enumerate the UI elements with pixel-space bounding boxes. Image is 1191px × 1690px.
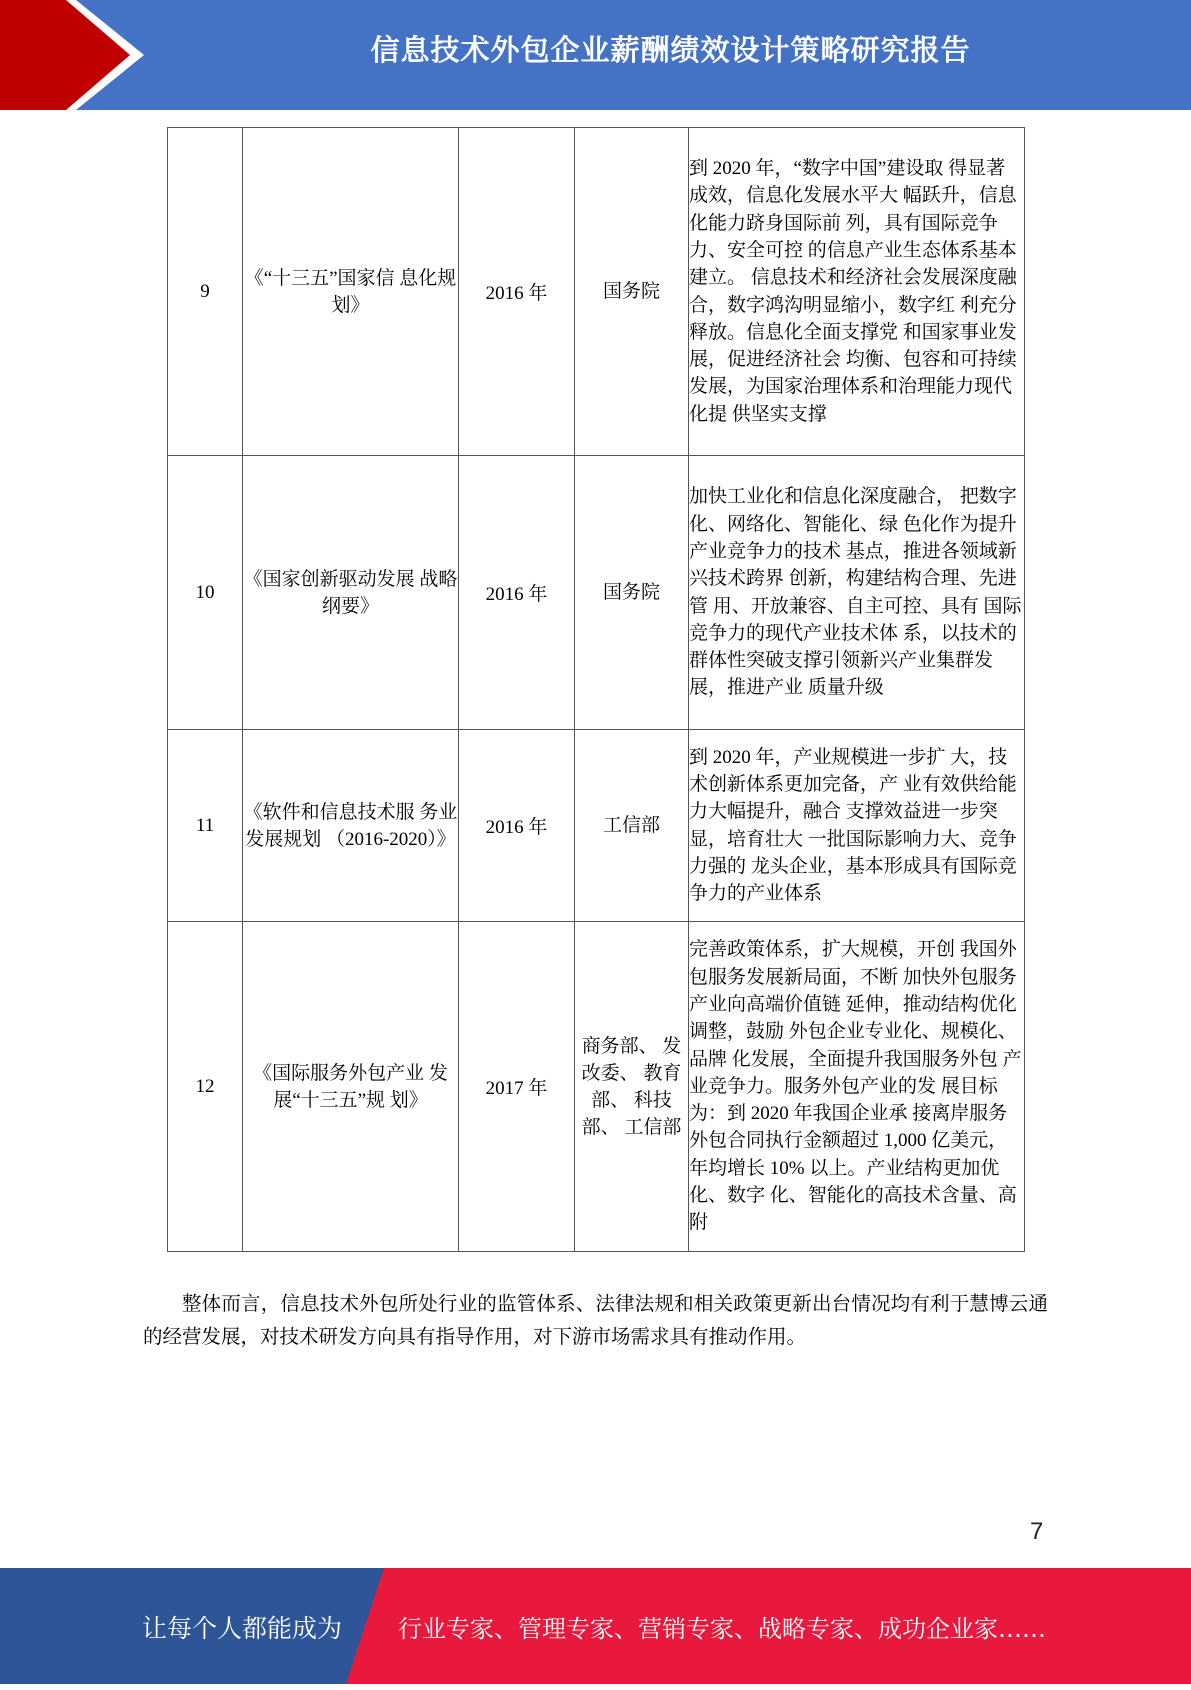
table-row [168, 456, 1025, 730]
report-title: 信息技术外包企业薪酬绩效设计策略研究报告 [370, 33, 971, 67]
policy-table [167, 127, 1025, 1252]
page-header [0, 0, 1191, 110]
policy-year: 2017 年 [459, 922, 575, 1252]
row-number: 11 [168, 730, 243, 922]
footer-slogan-left: 让每个人都能成为 [142, 1614, 343, 1643]
policy-name: 《国际服务外包产业 发展“十三五”规 划》 [243, 922, 459, 1252]
policy-name: 《国家创新驱动发展 战略纲要》 [243, 456, 459, 730]
table-row [168, 730, 1025, 922]
policy-year: 2016 年 [459, 128, 575, 456]
issuing-department: 商务部、 发改委、 教育部、 科技部、 工信部 [575, 922, 689, 1252]
table-row [168, 922, 1025, 1252]
policy-content: 加快工业化和信息化深度融合， 把数字化、网络化、智能化、绿 色化作为提升产业竞争力的技术 基点，推进各领域新兴技术跨界 创新，构建结构合理、先进管 用、开放兼容、自主可控、具有 国际竞争力的现代产业技术体 系，以技术的群体性突破支撑引领新兴产业集群发展，推进产业 质量升级 [689, 456, 1025, 730]
page-number: 7 [1030, 1518, 1044, 1545]
row-number: 9 [168, 128, 243, 456]
footer-slogan-right: 行业专家、管理专家、营销专家、战略专家、成功企业家…… [398, 1615, 1046, 1643]
policy-year: 2016 年 [459, 456, 575, 730]
table-row [168, 128, 1025, 456]
policy-name: 《软件和信息技术服 务业发展规划 （2016-2020）》 [243, 730, 459, 922]
policy-content: 到 2020 年，产业规模进一步扩 大，技术创新体系更加完备，产 业有效供给能力大幅提升，融合 支撑效益进一步突显，培育壮大 一批国际影响力大、竞争力强的 龙头企业，基本形成具有国际竞 争力的产业体系 [689, 730, 1025, 922]
policy-name: 《“十三五”国家信 息化规划》 [243, 128, 459, 456]
policy-content: 到 2020 年，“数字中国”建设取 得显著成效，信息化发展水平大 幅跃升，信息化能力跻身国际前 列，具有国际竞争力、安全可控 的信息产业生态体系基本建立。 信息技术和经济社会发展深度融 合，数字鸿沟明显缩小，数字红 利充分释放。信息化全面支撑党 和国家事业发展，促进经济社会 均衡、包容和可持续发展，为国家治理体系和治理能力现代化提 供坚实支撑 [689, 128, 1025, 456]
issuing-department: 工信部 [575, 730, 689, 922]
row-number: 12 [168, 922, 243, 1252]
policy-content: 完善政策体系，扩大规模，开创 我国外包服务发展新局面，不断 加快外包服务产业向高端价值链 延伸，推动结构优化调整，鼓励 外包企业专业化、规模化、品牌 化发展，全面提升我国服务外包 产业竞争力。服务外包产业的发 展目标为：到 2020 年我国企业承 接离岸服务外包合同执行金额超过 1,000 亿美元，年均增长 10% 以上。产业结构更加优化、数字 化、智能化的高技术含量、高附 [689, 922, 1025, 1252]
page-footer [0, 1568, 1191, 1684]
issuing-department: 国务院 [575, 128, 689, 456]
header-arrow-icon [0, 0, 150, 110]
summary-paragraph: 整体而言，信息技术外包所处行业的监管体系、法律法规和相关政策更新出台情况均有利于慧博云通的经营发展，对技术研发方向具有指导作用，对下游市场需求具有推动作用。 [143, 1294, 1048, 1348]
row-number: 10 [168, 456, 243, 730]
issuing-department: 国务院 [575, 456, 689, 730]
policy-year: 2016 年 [459, 730, 575, 922]
